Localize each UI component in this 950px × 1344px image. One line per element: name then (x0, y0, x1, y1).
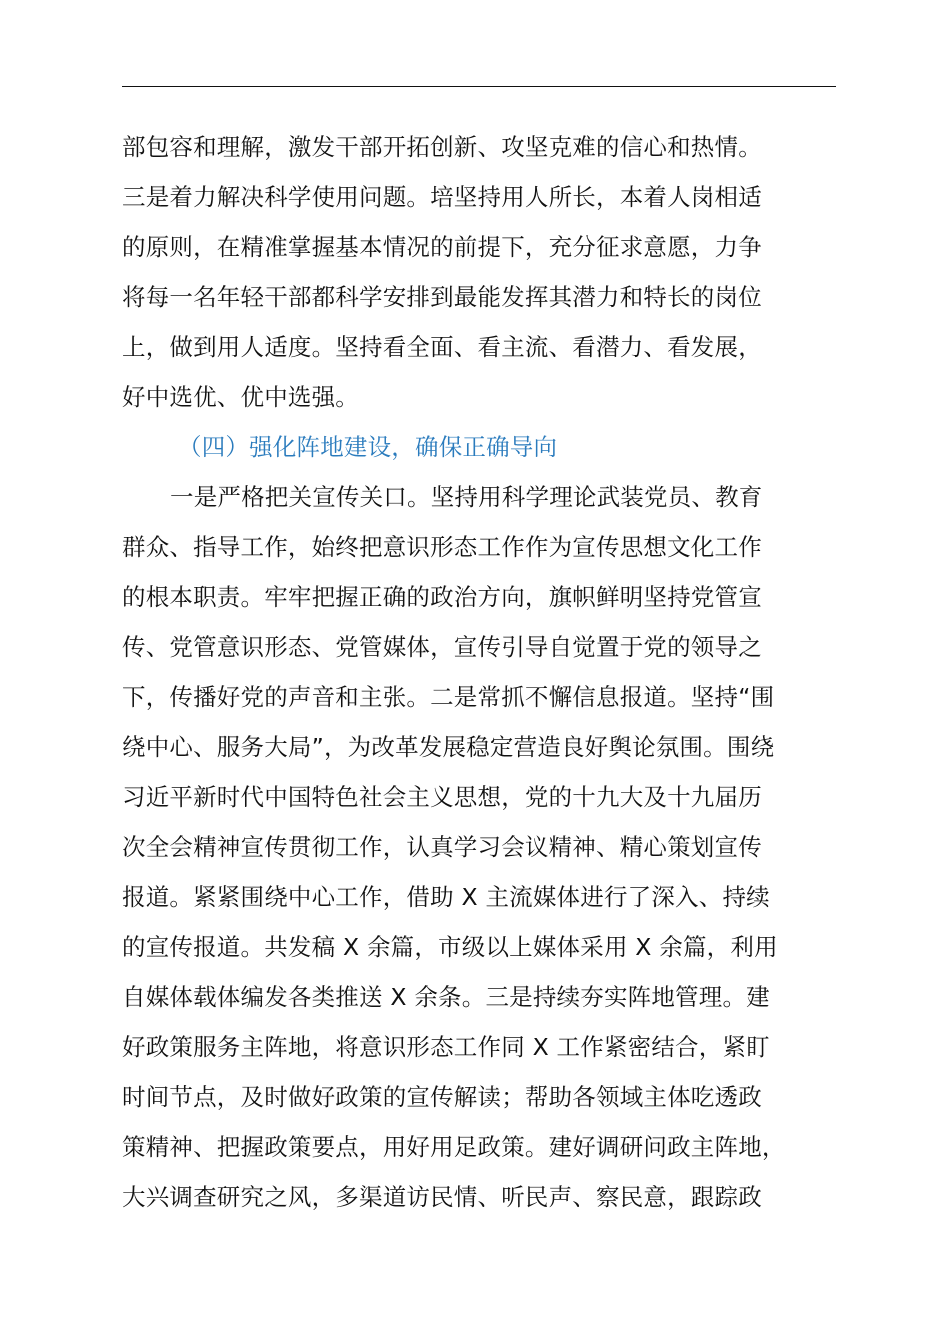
section-heading: （四）强化阵地建设，确保正确导向 (178, 433, 558, 461)
body-line: 群众、指导工作，始终把意识形态工作作为宣传思想文化工作 (122, 533, 762, 561)
body-line: 好中选优、优中选强。 (122, 383, 359, 411)
body-line: 三是着力解决科学使用问题。培坚持用人所长，本着人岗相适 (122, 183, 762, 211)
body-line: 的宣传报道。共发稿 X 余篇，市级以上媒体采用 X 余篇，利用 (122, 933, 778, 961)
body-line: 将每一名年轻干部都科学安排到最能发挥其潜力和特长的岗位 (122, 283, 762, 311)
document-body (122, 122, 852, 1222)
body-line: 时间节点，及时做好政策的宣传解读；帮助各领域主体吃透政 (122, 1083, 762, 1111)
body-line: 下，传播好党的声音和主张。二是常抓不懈信息报道。坚持“围 (122, 683, 775, 711)
body-line: 习近平新时代中国特色社会主义思想，党的十九大及十九届历 (122, 783, 762, 811)
body-line: 报道。紧紧围绕中心工作，借助 X 主流媒体进行了深入、持续 (122, 883, 770, 911)
body-line: 上，做到用人适度。坚持看全面、看主流、看潜力、看发展， (122, 333, 762, 361)
body-line: 部包容和理解，激发干部开拓创新、攻坚克难的信心和热情。 (122, 133, 762, 161)
body-line: 的根本职责。牢牢把握正确的政治方向，旗帜鲜明坚持党管宣 (122, 583, 762, 611)
body-line: 次全会精神宣传贯彻工作，认真学习会议精神、精心策划宣传 (122, 833, 762, 861)
paragraph-first-line: 一是严格把关宣传关口。坚持用科学理论武装党员、教育 (170, 483, 763, 511)
body-line: 绕中心、服务大局”，为改革发展稳定营造良好舆论氛围。围绕 (122, 733, 775, 761)
body-line: 传、党管意识形态、党管媒体，宣传引导自觉置于党的领导之 (122, 633, 762, 661)
body-line: 自媒体载体编发各类推送 X 余条。三是持续夯实阵地管理。建 (122, 983, 770, 1011)
header-divider (122, 86, 836, 87)
body-line: 大兴调查研究之风，多渠道访民情、听民声、察民意，跟踪政 (122, 1183, 762, 1211)
body-line: 的原则，在精准掌握基本情况的前提下，充分征求意愿，力争 (122, 233, 762, 261)
body-line: 策精神、把握政策要点，用好用足政策。建好调研问政主阵地， (122, 1133, 786, 1161)
body-line: 好政策服务主阵地，将意识形态工作同 X 工作紧密结合，紧盯 (122, 1033, 770, 1061)
